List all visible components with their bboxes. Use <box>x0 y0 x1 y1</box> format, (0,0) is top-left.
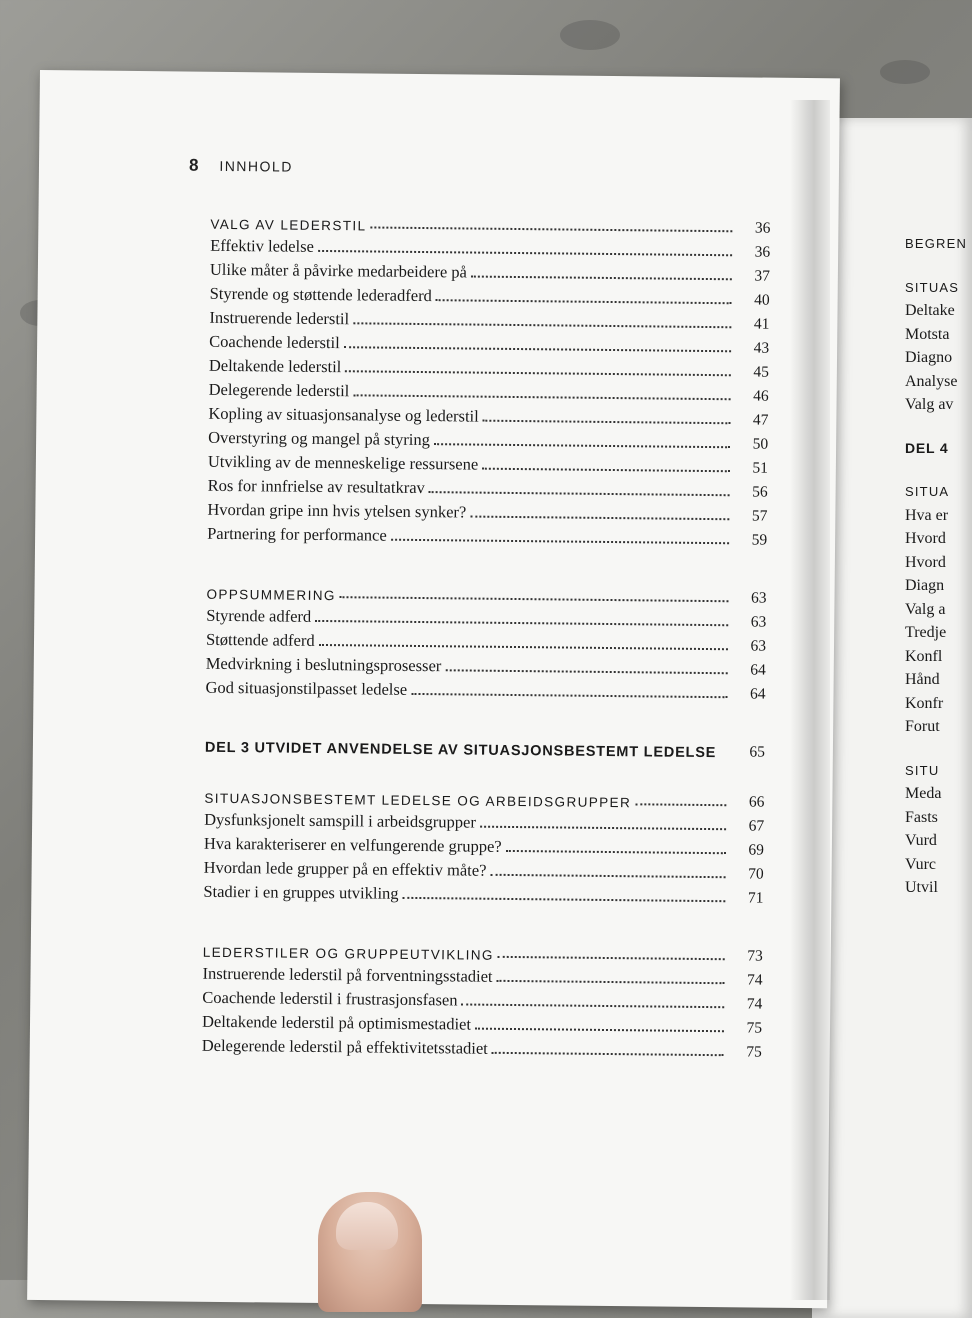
toc-entry-label: Instruerende lederstil på forventningsstadiet <box>202 963 493 986</box>
toc-leader-dots <box>497 979 725 984</box>
toc-page-number: 73 <box>747 947 763 965</box>
toc-leader-dots <box>315 619 728 626</box>
right-spacer <box>905 460 967 480</box>
toc-entry-label: Styrende adferd <box>206 605 312 626</box>
toc-leader-dots <box>434 442 730 448</box>
right-spacer <box>905 417 967 437</box>
toc-entry-label: SITUASJONSBESTEMT LEDELSE OG ARBEIDSGRUPPER <box>204 790 632 811</box>
running-head <box>189 156 293 177</box>
right-page-entry: Valg a <box>905 600 946 618</box>
right-page-entry: Diagn <box>905 577 945 594</box>
right-page-entry: Konfl <box>905 647 943 665</box>
toc-page-number: 65 <box>749 743 765 761</box>
toc-page-number: 69 <box>748 841 764 859</box>
toc-entry <box>202 1032 762 1062</box>
toc-entry-label: Ros for innfrielse av resultatkrav <box>207 475 425 498</box>
toc-entry-label: Dysfunksjonelt samspill i arbeidsgrupper <box>204 809 477 832</box>
toc-entry-label: Ulike måter å påvirke medarbeidere på <box>209 259 468 282</box>
toc-page-number: 75 <box>746 1019 763 1037</box>
right-page-entry: Fasts <box>905 808 938 826</box>
toc-page-number: 57 <box>751 507 768 525</box>
right-page-toc <box>905 232 967 900</box>
toc-entry-label: God situasjonstilpasset ledelse <box>205 677 408 699</box>
toc-spacer <box>203 902 763 942</box>
toc-entry-label: Effektiv ledelse <box>210 235 314 256</box>
toc-leader-dots <box>370 225 732 232</box>
toc-entry-label: Instruerende lederstil <box>209 307 350 329</box>
toc-page-number: 37 <box>754 267 770 285</box>
page-number: 8 <box>188 155 201 175</box>
table-of-contents <box>202 208 771 1062</box>
toc-entry-label: Partnering for performance <box>207 523 387 545</box>
toc-page-number: 51 <box>752 459 768 477</box>
toc-page-number: 41 <box>753 315 770 333</box>
toc-leader-dots <box>480 825 726 831</box>
toc-leader-dots <box>340 595 729 602</box>
toc-entry-label: Deltakende lederstil <box>208 355 342 377</box>
toc-leader-dots <box>345 369 731 376</box>
book-gutter-shadow <box>790 100 830 1300</box>
toc-entry-label: Delegerende lederstil på effektivitetsstadiet <box>201 1035 488 1058</box>
toc-entry-label: Deltakende lederstil på optimismestadiet <box>201 1011 472 1034</box>
toc-leader-dots <box>436 298 732 304</box>
right-page-entry: Tredje <box>905 624 947 641</box>
toc-entry-label: Medvirkning i beslutningsprosesser <box>205 653 442 676</box>
toc-page-number: 63 <box>750 637 767 655</box>
right-page-entry: Vurd <box>905 832 937 849</box>
toc-entry-label: Overstyring og mangel på styring <box>208 427 431 450</box>
toc-leader-dots <box>411 692 727 698</box>
toc-page-number: 66 <box>748 793 765 811</box>
toc-leader-dots <box>353 393 730 400</box>
right-page-entry: SITU <box>905 762 940 778</box>
right-page-entry: Hva er <box>905 506 949 524</box>
right-page-entry: SITUAS <box>905 279 960 295</box>
thumbnail-nail <box>336 1202 398 1250</box>
page-title: INNHOLD <box>219 157 293 175</box>
thumb <box>318 1192 422 1312</box>
right-page-entry: Analyse <box>905 372 958 390</box>
toc-entry-label: Hvordan lede grupper på en effektiv måte? <box>203 857 487 880</box>
toc-leader-dots <box>483 419 731 425</box>
right-page-entry: Hånd <box>905 671 940 688</box>
toc-page-number: 71 <box>747 889 764 907</box>
toc-entry-label: LEDERSTILER OG GRUPPEUTVIKLING <box>202 944 494 963</box>
toc-leader-dots <box>319 643 728 650</box>
toc-entry-label: OPPSUMMERING <box>206 586 336 604</box>
toc-leader-dots <box>490 873 725 878</box>
toc-entry-label: Delegerende lederstil <box>208 379 350 401</box>
toc-entry-label: DEL 3 UTVIDET ANVENDELSE AV SITUASJONSBESTEMT LEDELSE <box>204 739 717 762</box>
toc-entry-label: Utvikling av de menneskelige ressursene <box>207 451 479 474</box>
toc-spacer <box>205 698 765 738</box>
right-page-entry: Hvord <box>905 553 946 571</box>
toc-leader-dots <box>506 849 726 854</box>
toc-page-number: 36 <box>754 243 771 261</box>
toc-entry-label: Hvordan gripe inn hvis ytelsen synker? <box>207 499 467 522</box>
toc-page-number: 64 <box>749 685 766 703</box>
left-page <box>27 70 840 1308</box>
toc-leader-dots <box>492 1051 724 1056</box>
toc-page-number: 67 <box>748 817 765 835</box>
toc-page-number: 43 <box>753 339 770 357</box>
toc-entry-label: Coachende lederstil i frustrasjonsfasen <box>202 987 458 1010</box>
toc-page-number: 74 <box>746 995 763 1013</box>
toc-leader-dots <box>461 1002 724 1008</box>
toc-page-number: 64 <box>750 661 766 679</box>
toc-leader-dots <box>498 955 725 960</box>
toc-leader-dots <box>429 490 730 496</box>
toc-page-number: 70 <box>748 865 764 883</box>
right-page-entry: Vurc <box>905 855 937 873</box>
toc-entry-label: Kopling av situasjonsanalyse og lederstil <box>208 403 479 426</box>
toc-page-number: 36 <box>754 219 771 237</box>
right-spacer <box>905 739 967 759</box>
toc-page-number: 63 <box>750 613 767 631</box>
right-page-entry: Meda <box>905 785 942 802</box>
toc-leader-dots <box>353 321 731 328</box>
toc-leader-dots <box>391 538 729 545</box>
toc-leader-dots <box>403 896 726 902</box>
toc-page-number: 56 <box>752 483 768 501</box>
toc-leader-dots <box>470 515 729 521</box>
right-page-entry: Valg av <box>905 396 954 413</box>
toc-leader-dots <box>344 345 731 352</box>
right-page-entry: SITUA <box>905 484 950 499</box>
toc-entry-label: VALG AV LEDERSTIL <box>210 216 367 234</box>
toc-page-number: 74 <box>746 971 763 989</box>
toc-entry-label: Coachende lederstil <box>209 331 340 353</box>
right-spacer <box>905 256 967 276</box>
right-page-entry: Hvord <box>905 530 946 547</box>
toc-page-number: 40 <box>754 291 770 309</box>
toc-page-number: 50 <box>752 435 769 453</box>
toc-leader-dots <box>471 275 732 281</box>
right-page-entry: Forut <box>905 718 940 735</box>
right-page-entry: Konfr <box>905 694 944 712</box>
toc-page-number: 45 <box>753 363 769 381</box>
right-page-entry: DEL 4 <box>905 439 949 456</box>
toc-page-number: 59 <box>751 531 768 549</box>
toc-leader-dots <box>635 802 726 806</box>
toc-leader-dots <box>482 467 730 473</box>
right-page-entry: Utvil <box>905 879 938 896</box>
toc-entry-label: Styrende og støttende lederadferd <box>209 283 432 306</box>
toc-leader-dots <box>475 1027 724 1033</box>
right-page-entry: Motsta <box>905 325 950 343</box>
right-page-entry: BEGREN <box>905 236 968 251</box>
right-page-entry: Diagno <box>905 349 953 366</box>
toc-page-number: 63 <box>750 589 767 607</box>
toc-entry-label: Stadier i en gruppes utvikling <box>203 881 399 903</box>
toc-entry-label: Hva karakteriserer en velfungerende gruppe? <box>203 833 502 856</box>
toc-page-number: 46 <box>753 387 769 405</box>
toc-entry-label: Støttende adferd <box>205 629 315 650</box>
right-page-entry: Deltake <box>905 302 955 319</box>
toc-page-number: 47 <box>752 411 769 429</box>
toc-leader-dots <box>318 249 732 256</box>
toc-leader-dots <box>445 668 727 674</box>
toc-page-number: 75 <box>746 1043 762 1061</box>
